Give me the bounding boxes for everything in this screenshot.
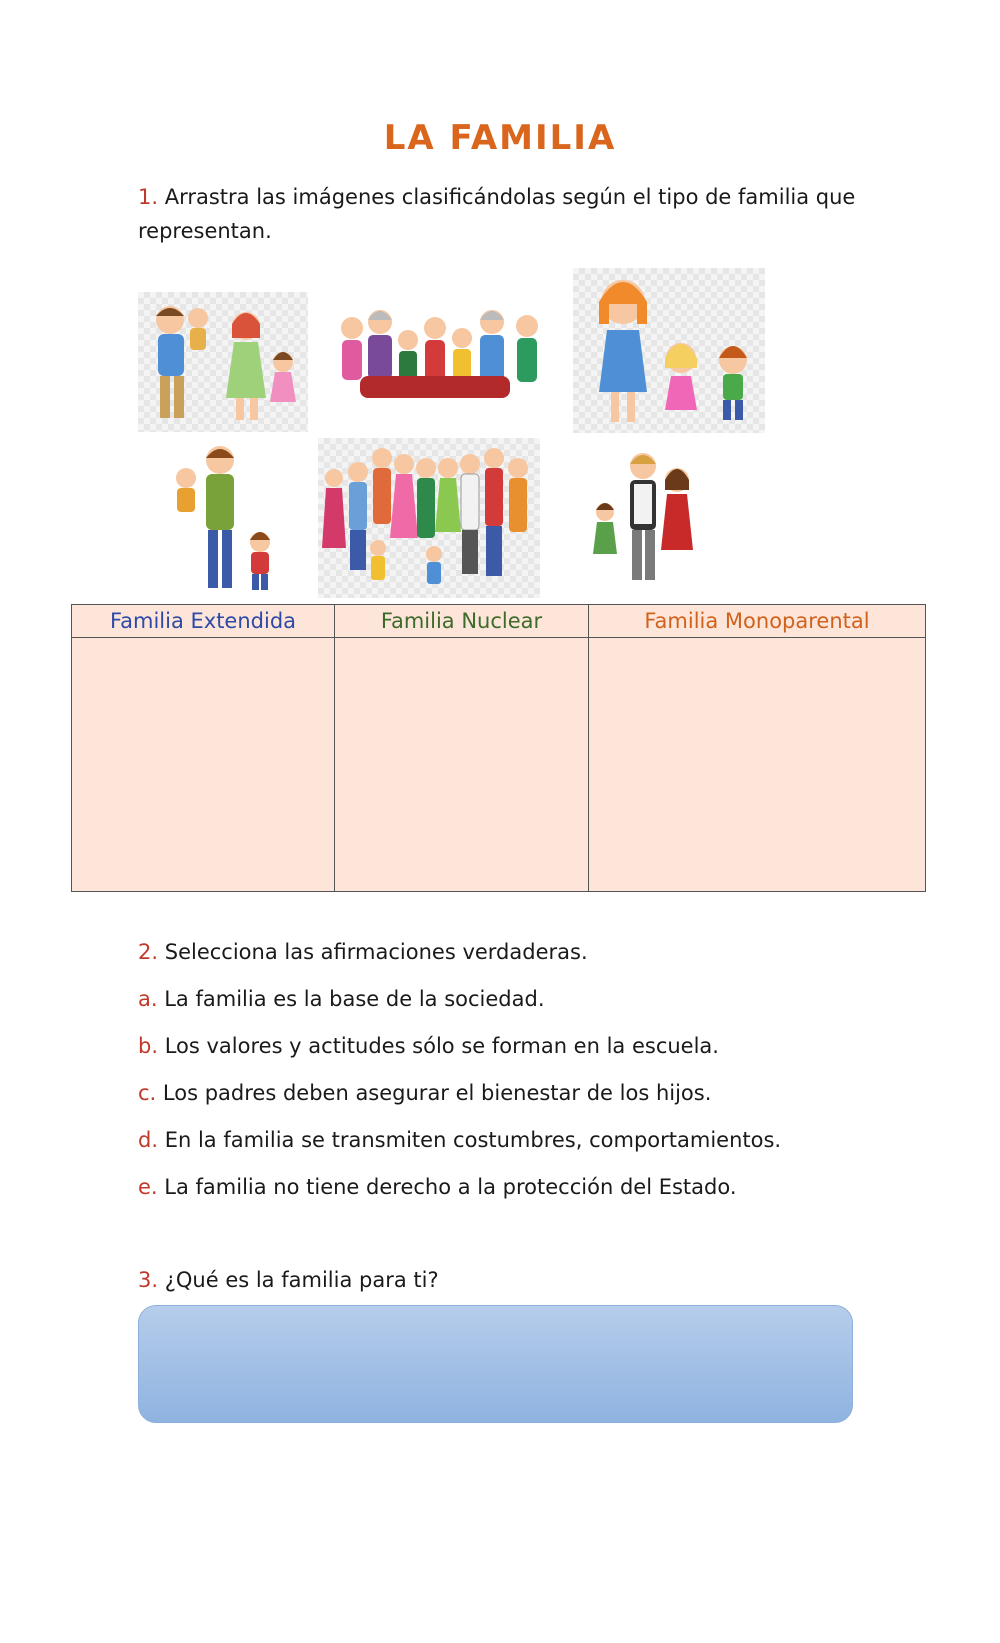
drop-zone-extendida[interactable]: [72, 638, 334, 891]
question-2-text: Selecciona las afirmaciones verdaderas.: [164, 940, 588, 964]
question-1-number: 1.: [138, 185, 159, 209]
family-image-4[interactable]: [160, 438, 290, 598]
column-header-nuclear: Familia Nuclear: [335, 605, 588, 638]
column-familia-extendida: [72, 605, 334, 891]
statement-text: Los padres deben asegurar el bienestar de los hijos.: [162, 1081, 712, 1105]
statement-letter: c.: [138, 1081, 157, 1105]
statement-b[interactable]: [138, 1034, 719, 1058]
statement-a[interactable]: [138, 987, 545, 1011]
family-image-1[interactable]: [138, 292, 308, 432]
answer-textbox[interactable]: [138, 1305, 853, 1423]
question-3: [138, 1268, 439, 1292]
family-image-6[interactable]: [585, 446, 715, 591]
drop-zone-monoparental[interactable]: [589, 638, 925, 891]
family-image-5[interactable]: [318, 438, 540, 598]
statement-e[interactable]: [138, 1175, 737, 1199]
page-title: LA FAMILIA: [383, 118, 617, 158]
column-familia-monoparental: [588, 605, 925, 891]
statement-text: Los valores y actitudes sólo se forman en la escuela.: [164, 1034, 719, 1058]
statement-text: La familia es la base de la sociedad.: [164, 987, 545, 1011]
statement-letter: a.: [138, 987, 158, 1011]
drop-zone-nuclear[interactable]: [335, 638, 588, 891]
statement-c[interactable]: [138, 1081, 711, 1105]
question-2-number: 2.: [138, 940, 159, 964]
statement-letter: d.: [138, 1128, 159, 1152]
statement-text: En la familia se transmiten costumbres, comportamientos.: [164, 1128, 782, 1152]
question-1: [138, 180, 858, 248]
statement-letter: b.: [138, 1034, 159, 1058]
family-image-3[interactable]: [573, 268, 765, 433]
question-2: [138, 940, 588, 964]
family-image-2[interactable]: [330, 268, 555, 418]
question-1-text: Arrastra las imágenes clasificándolas según el tipo de familia que representan.: [138, 185, 856, 243]
statement-letter: e.: [138, 1175, 158, 1199]
statement-text: La familia no tiene derecho a la protección del Estado.: [164, 1175, 737, 1199]
classification-table: [71, 604, 926, 892]
statement-d[interactable]: [138, 1128, 781, 1152]
column-header-extendida: Familia Extendida: [72, 605, 334, 638]
question-3-text: ¿Qué es la familia para ti?: [164, 1268, 439, 1292]
column-header-monoparental: Familia Monoparental: [589, 605, 925, 638]
question-3-number: 3.: [138, 1268, 159, 1292]
column-familia-nuclear: [334, 605, 588, 891]
